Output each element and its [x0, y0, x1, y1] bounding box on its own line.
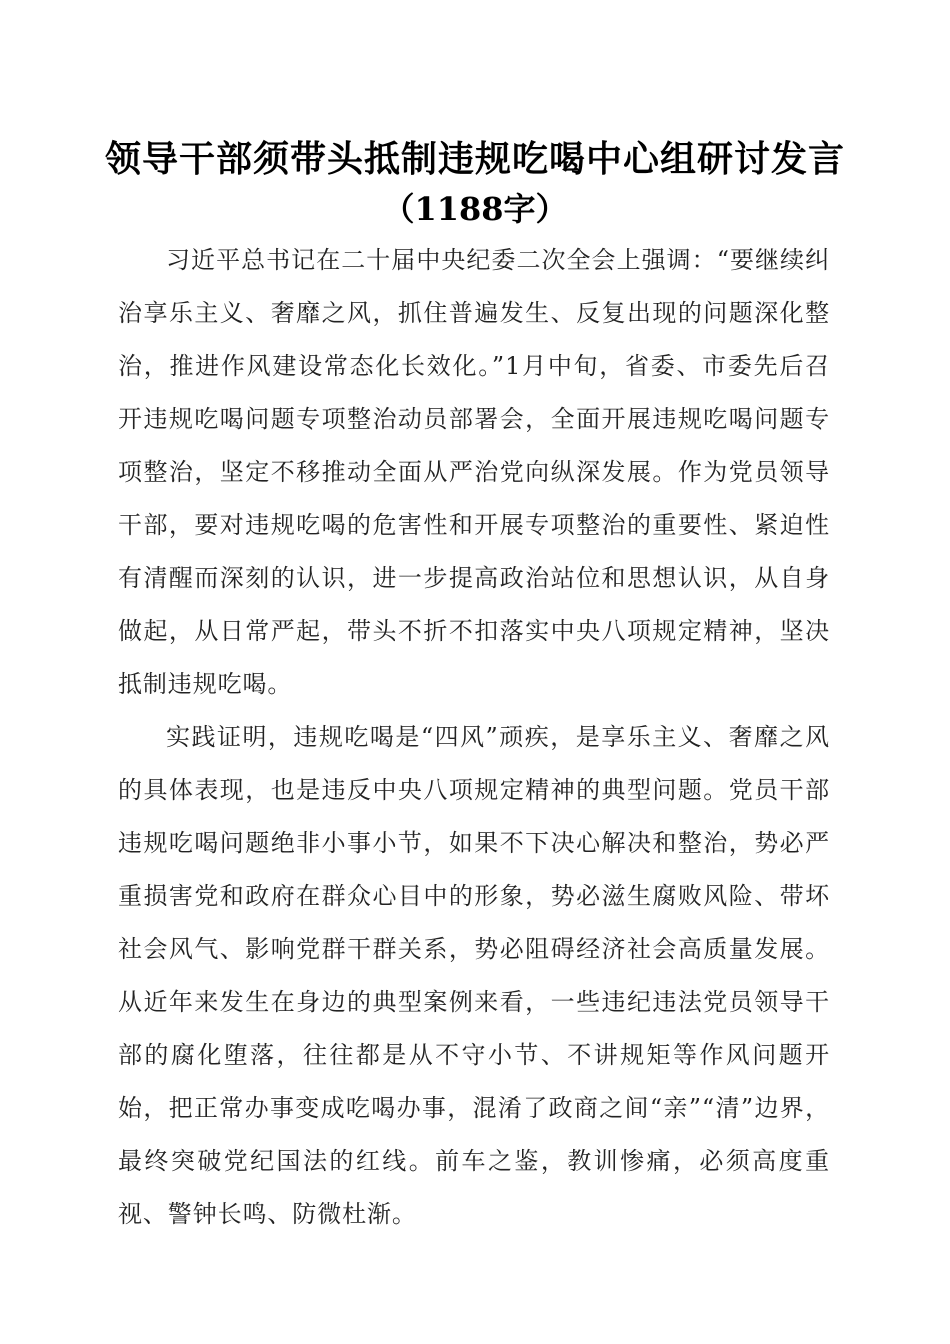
- document-title: 领导干部须带头抵制违规吃喝中心组研讨发言: [104, 138, 845, 180]
- document-body: [118, 234, 830, 1241]
- document-subtitle: （1188字）: [382, 190, 568, 228]
- paragraph-2: 实践证明，违规吃喝是“四风”顽疾，是享乐主义、奢靡之风的具体表现，也是违反中央八项规定精神的典型问题。党员干部违规吃喝问题绝非小事小节，如果不下决心解决和整治，势必严重损害党和政府在群众心目中的形象，势必滋生腐败风险、带坏社会风气、影响党群干群关系，势必阻碍经济社会高质量发展。从近年来发生在身边的典型案例来看，一些违纪违法党员领导干部的腐化堕落，往往都是从不守小节、不讲规矩等作风问题开始，把正常办事变成吃喝办事，混淆了政商之间“亲”“清”边界，最终突破党纪国法的红线。前车之鉴，教训惨痛，必须高度重视、警钟长鸣、防微杜渐。: [118, 723, 830, 1228]
- paragraph-1: 习近平总书记在二十届中央纪委二次全会上强调：“要继续纠治享乐主义、奢靡之风，抓住普遍发生、反复出现的问题深化整治，推进作风建设常态化长效化。”1月中旬，省委、市委先后召开违规吃喝问题专项整治动员部署会，全面开展违规吃喝问题专项整治，坚定不移推动全面从严治党向纵深发展。作为党员领导干部，要对违规吃喝的危害性和开展专项整治的重要性、紧迫性有清醒而深刻的认识，进一步提高政治站位和思想认识，从自身做起，从日常严起，带头不折不扣落实中央八项规定精神，坚决抵制违规吃喝。: [118, 246, 830, 698]
